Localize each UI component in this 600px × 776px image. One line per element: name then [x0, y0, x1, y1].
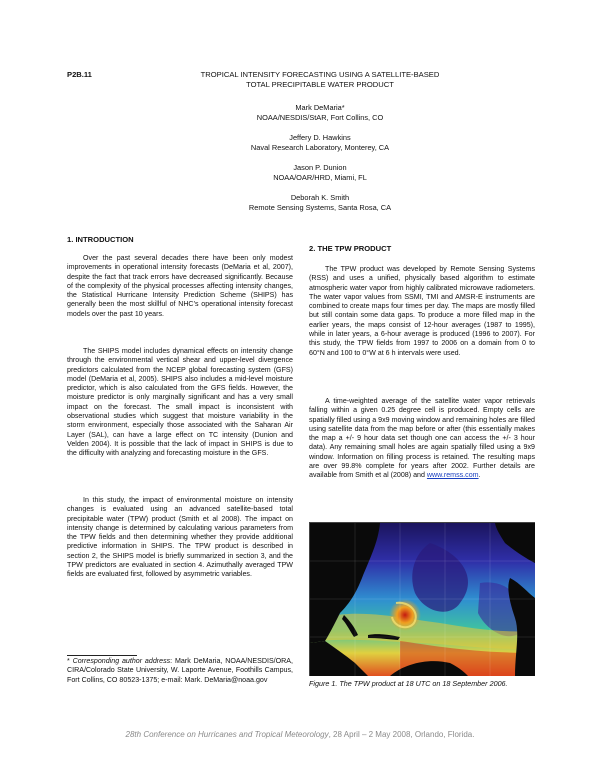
section-heading-introduction: 1. INTRODUCTION — [67, 235, 134, 244]
tpw-paragraph-1: The TPW product was developed by Remote Sensing Systems (RSS) and uses a unified, physically based algorithm to estimate atmospheric water vapor from highly calibrated microwave radiometers. The water vapor values from SSMI, TMI and AMSR-E instruments are combined to create maps four times per day. The maps are mostly filled but still contain some data gaps. To produce a more filled map in the earlier years, the maps consist of 12-hour averages (1987 to 1995), while in later years, a 6-hour average is produced (1996 to 2007). For this study, the TPW fields from 1997 to 2006 on a domain from 0 to 60°N and 100 to 0°W at 6 h intervals were used. — [309, 265, 535, 357]
author-name-4: Deborah K. Smith — [290, 193, 350, 202]
author-affiliation-4: Remote Sensing Systems, Santa Rosa, CA — [248, 203, 392, 212]
author-affiliation-2: Naval Research Laboratory, Monterey, CA — [250, 143, 390, 152]
footnote-label: Corresponding author address — [72, 657, 171, 665]
tpw-paragraph-2-text: A time-weighted average of the satellite water vapor retrievals falling within a given 0.25 degree cell is produced. Empty cells are spatially filled using a 9x9 moving window and remaining holes are filled using satellite data from the map before or after (this essentially makes the map a +/- 9 hour data set though one can access the +/- 3 hour data). Any remaining small holes are again spatially filled using a 9x9 window. Information on filling process is retained. The resulting maps are over 99.8% complete for years after 2002. Further details are available from Smith et al (2008) and — [309, 397, 535, 480]
paper-id: P2B.11 — [67, 70, 92, 79]
footnote-text: : Mark DeMaria, NOAA/NESDIS/ORA, CIRA/Colorado State University, W. Laporte Avenue, Foothills Campus, Fort Collins, CO 80523-1375; e-mail: Mark. DeMaria@noaa.gov — [67, 657, 293, 684]
author-name-1: Mark DeMaria* — [295, 103, 345, 112]
remss-link[interactable]: www.remss.com — [426, 471, 479, 480]
tpw-paragraph-2-end: . — [478, 471, 481, 480]
intro-paragraph-3: In this study, the impact of environmental moisture on intensity changes is evaluated using an advanced satellite-based total precipitable water (TPW) product (Smith et al 2008). The impact on intensity change is determined by calculating various parameters from the TPW fields and then determining whether they provide additional predictive information in SHIPS. The TPW product is described in section 2, the SHIPS model is briefly summarized in section 3, and the TPW predictors are evaluated in section 4. Azimuthally averaged TPW fields are evaluated first, followed by asymmetric variables. — [67, 496, 293, 579]
figure-caption: Figure 1. The TPW product at 18 UTC on 18 September 2006. — [309, 679, 508, 688]
author-affiliation-3: NOAA/OAR/HRD, Miami, FL — [273, 173, 367, 182]
paper-title-line2: TOTAL PRECIPITABLE WATER PRODUCT — [246, 80, 394, 89]
author-name-3: Jason P. Dunion — [293, 163, 347, 172]
conference-dates-location: , 28 April – 2 May 2008, Orlando, Florida. — [328, 730, 475, 739]
footnote-rule — [67, 655, 137, 656]
author-affiliation-1: NOAA/NESDIS/StAR, Fort Collins, CO — [256, 113, 384, 122]
tpw-map-figure — [309, 522, 535, 676]
paper-title-line1: TROPICAL INTENSITY FORECASTING USING A SATELLITE-BASED — [200, 70, 440, 79]
author-name-2: Jeffery D. Hawkins — [289, 133, 351, 142]
conference-name: 28th Conference on Hurricanes and Tropical Meteorology — [125, 730, 329, 739]
intro-paragraph-1: Over the past several decades there have been only modest improvements in operational intensity forecasts (DeMaria et al, 2007), despite the fact that track errors have decreased significantly. Because of the complexity of the physical processes affecting intensity changes, the Statistical Hurricane Intensity Prediction Scheme (SHIPS) has generally been the most skillful of NHC’s operational intensity forecast models over the past 10 years. — [67, 254, 293, 318]
conference-footer — [60, 730, 540, 739]
section-heading-tpw-product: 2. THE TPW PRODUCT — [309, 244, 392, 253]
intro-paragraph-2: The SHIPS model includes dynamical effects on intensity change through the environmental vertical shear and upper-level divergence predictors calculated from the NCEP global forecasting system (GFS) model (DeMaria et al, 2005). SHIPS also includes a mid-level moisture predictor, which is also calculated from the GFS fields. However, the moisture predictor is only marginally significant and has a very small impact on the forecast. The small impact is inconsistent with observational studies which suggest that moisture variability in the storm environment, especially those associated with the Saharan Air Layer (SAL), can have a large effect on TC intensity (Dunion and Velden 2004). It is possible that the lack of impact in SHIPS is due to the difficulty with analyzing and forecasting moisture in the GFS. — [67, 347, 293, 458]
tpw-paragraph-2 — [309, 397, 535, 481]
footnote: * Corresponding author address: Mark DeMaria, NOAA/NESDIS/ORA, CIRA/Colorado State University, W. Laporte Avenue, Foothills Campus, Fort Collins, CO 80523-1375; e-mail: Mark. DeMaria@noaa.gov — [67, 657, 293, 684]
tpw-map-image — [310, 523, 535, 676]
